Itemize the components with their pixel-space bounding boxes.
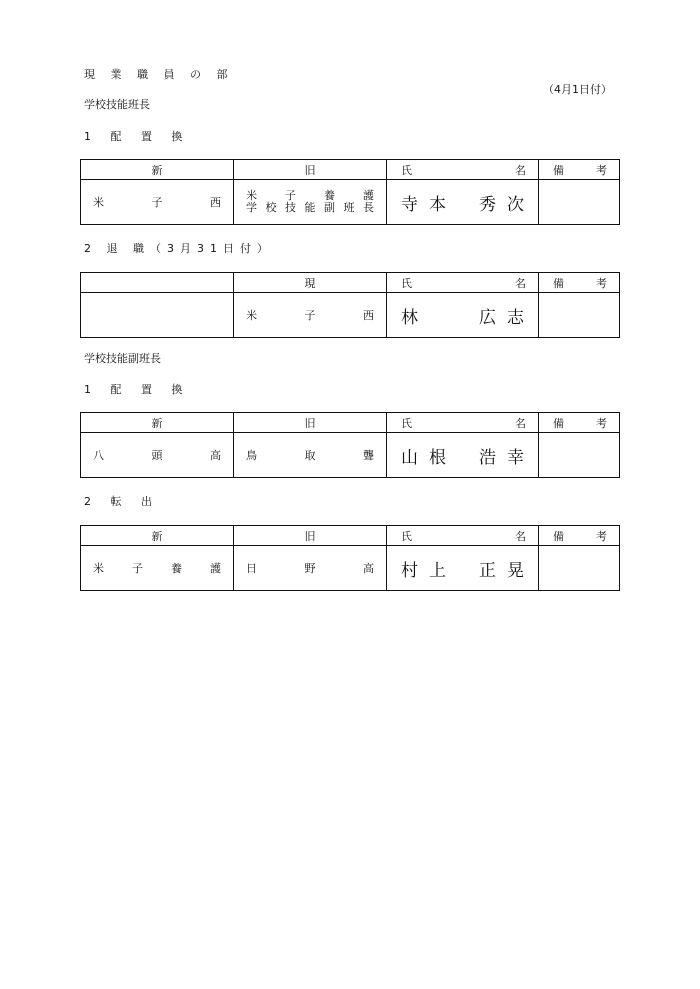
cell-remarks — [539, 293, 620, 338]
group-title-1: 学校技能班長 — [84, 98, 150, 111]
cell-name: 林 広 志 — [387, 293, 539, 338]
header-old: 旧 — [234, 526, 387, 546]
header-remarks: 備 考 — [539, 160, 620, 180]
table-row — [81, 293, 620, 338]
table-retirement — [80, 272, 620, 338]
cell-current: 米 子 西 — [234, 293, 387, 338]
table-row — [81, 546, 620, 591]
cell-old: 日 野 高 — [234, 546, 387, 591]
table-header-row — [81, 273, 620, 293]
cell-name: 村 上 正 晃 — [387, 546, 539, 591]
table-row — [81, 433, 620, 478]
section-title: 現 業 職 員 の 部 — [84, 68, 234, 81]
header-name: 氏 名 — [387, 526, 539, 546]
table-header-row — [81, 160, 620, 180]
cell-remarks — [539, 433, 620, 478]
table-header-row — [81, 526, 620, 546]
cell-new: 八 頭 高 — [81, 433, 234, 478]
cell-new: 米 子 養 護 — [81, 546, 234, 591]
header-name: 氏 名 — [387, 413, 539, 433]
cell-remarks — [539, 180, 620, 225]
table-reassignment-2 — [80, 412, 620, 478]
cell-blank — [81, 293, 234, 338]
header-old: 旧 — [234, 413, 387, 433]
cell-name: 山 根 浩 幸 — [387, 433, 539, 478]
table-row — [81, 180, 620, 225]
cell-new: 米 子 西 — [81, 180, 234, 225]
group-title-2: 学校技能副班長 — [84, 352, 161, 365]
header-remarks: 備 考 — [539, 273, 620, 293]
table-transfer-out — [80, 525, 620, 591]
cell-old: 鳥 取 聾 — [234, 433, 387, 478]
header-remarks: 備 考 — [539, 526, 620, 546]
cell-old: 米 子 養 護 学 校 技 能 副 班 長 — [234, 180, 387, 225]
cell-remarks — [539, 546, 620, 591]
subsection-label-1-1: 1 配 置 換 — [84, 130, 191, 143]
cell-name: 寺 本 秀 次 — [387, 180, 539, 225]
document-date: （4月1日付） — [543, 83, 612, 96]
header-name: 氏 名 — [387, 160, 539, 180]
subsection-label-1-2: 2 退 職（3月31日付） — [84, 242, 274, 255]
table-header-row — [81, 413, 620, 433]
header-name: 氏 名 — [387, 273, 539, 293]
header-new: 新 — [81, 413, 234, 433]
header-new: 新 — [81, 160, 234, 180]
subsection-label-2-2: 2 転 出 — [84, 495, 160, 508]
table-reassignment-1 — [80, 159, 620, 225]
header-blank — [81, 273, 234, 293]
header-current: 現 — [234, 273, 387, 293]
header-remarks: 備 考 — [539, 413, 620, 433]
header-new: 新 — [81, 526, 234, 546]
subsection-label-2-1: 1 配 置 換 — [84, 383, 191, 396]
header-old: 旧 — [234, 160, 387, 180]
